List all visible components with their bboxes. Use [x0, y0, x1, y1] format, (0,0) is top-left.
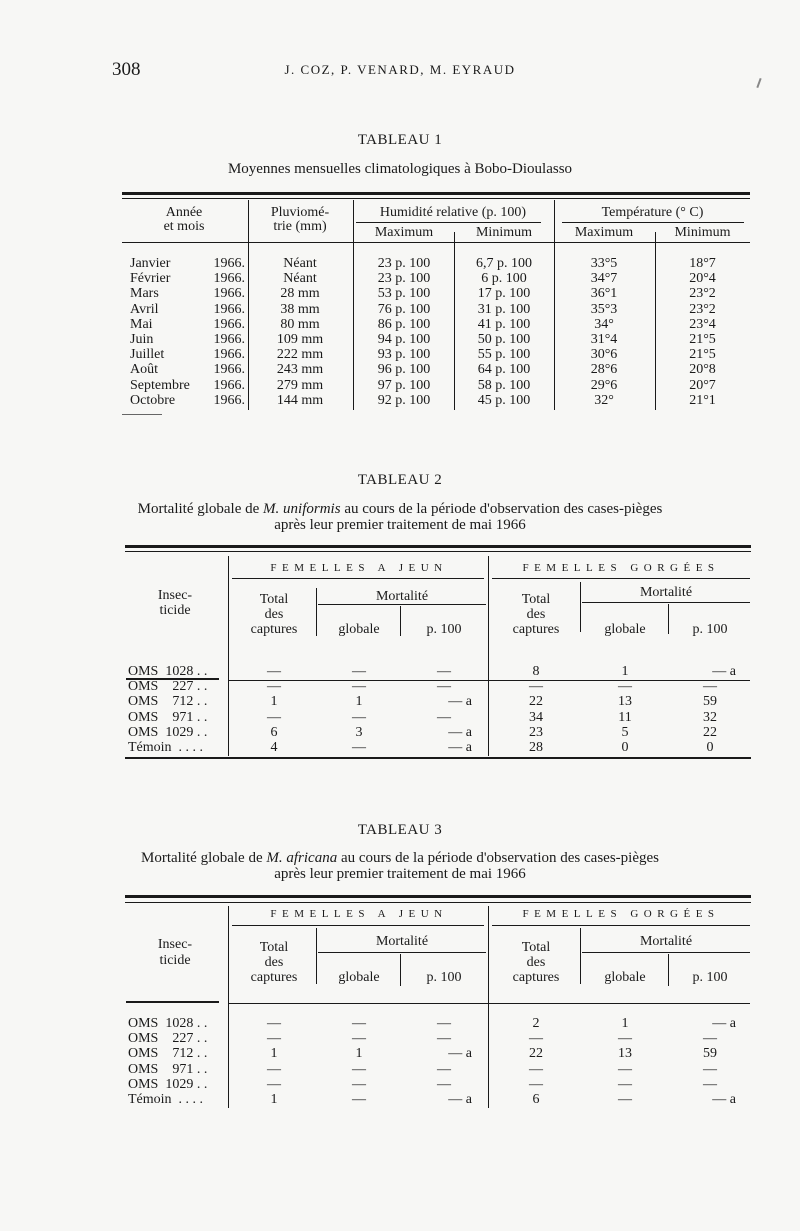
t2-cell-jp: — a — [448, 694, 472, 710]
t3-cell-jg: — — [352, 1031, 366, 1047]
t3-h-jp100: p. 100 — [426, 970, 462, 985]
t2-cell-gp: 22 — [703, 724, 717, 740]
t1-h-tmax: Maximum — [574, 225, 634, 240]
t3-cell-gt: — — [529, 1061, 543, 1077]
t2-cell-gt: 8 — [532, 664, 540, 679]
t2-vr3 — [400, 606, 401, 636]
t2-h-gorgees: FEMELLES GORGÉES — [522, 562, 720, 574]
t2-cell-ins: OMS 971 . . — [128, 709, 208, 725]
t1-cell-hmin: 58 p. 100 — [477, 377, 531, 393]
t1-h-hmin: Minimum — [475, 225, 532, 240]
t1-cell-hmax: 23 p. 100 — [377, 271, 431, 287]
t3-cell-jp: — — [437, 1016, 451, 1031]
t3-cell-gp: 59 — [703, 1046, 717, 1062]
t1-h-pluvio2: trie (mm) — [273, 219, 327, 234]
t3-h-jtotal: Total — [259, 940, 289, 955]
t3-cell-gt: 6 — [532, 1092, 540, 1107]
t2-cell-gg: 0 — [621, 740, 629, 755]
t2-h-jtotal3: captures — [250, 622, 298, 637]
t1-cell-tmax: 31°4 — [590, 332, 618, 347]
t1-cell-tmin: 20°7 — [689, 377, 716, 393]
t2-h-jtotal2: des — [264, 607, 284, 622]
t2-h-gtotal3: captures — [512, 622, 560, 637]
t1-h-rule-temp — [562, 222, 744, 223]
t2-h-rule-jmort — [318, 604, 486, 605]
t2-cell-jt: 6 — [270, 724, 278, 740]
t1-vr2 — [353, 200, 354, 410]
t2-cell-gp: 0 — [706, 740, 714, 755]
t2-h-jp100: p. 100 — [426, 622, 462, 637]
t1-cell-hmax: 93 p. 100 — [377, 347, 431, 363]
t2-h-gtotal: Total — [521, 592, 551, 607]
t3-cell-gp: — a — [712, 1016, 736, 1031]
t3-cell-jt: — — [267, 1016, 281, 1031]
t2-sub-after: au cours de la période d'observation des cases-pièges — [340, 501, 663, 517]
t1-cell-hmax: 94 p. 100 — [377, 332, 431, 347]
t2-sub-species: M. uniformis — [263, 501, 341, 517]
t2-h-gp100: p. 100 — [692, 622, 728, 637]
t2-vr2 — [316, 588, 317, 636]
table2-subtitle — [0, 501, 800, 517]
t3-vr2 — [316, 928, 317, 984]
t3-h-insec: Insec- — [157, 937, 193, 952]
t2-top-rule — [125, 545, 751, 548]
t3-top-rule — [125, 895, 751, 898]
t2-cell-jp: — — [437, 664, 451, 679]
t2-cell-gg: 1 — [621, 664, 629, 679]
t2-cell-jp: — — [437, 679, 451, 695]
t1-cell-hmin: 6 p. 100 — [481, 271, 527, 287]
table1-top-rule — [122, 192, 750, 195]
table3-caption: TABLEAU 3 — [357, 822, 443, 838]
t1-cell-month: Juillet — [130, 347, 165, 363]
t3-h-jeun: FEMELLES A JEUN — [270, 908, 448, 920]
t1-cell-tmin: 21°5 — [689, 332, 716, 347]
t2-h-jmort: Mortalité — [375, 589, 429, 604]
t1-cell-hmax: 76 p. 100 — [377, 301, 431, 317]
t3-sub-before: Mortalité globale de — [141, 850, 267, 866]
t1-cell-month: Mars — [130, 286, 159, 302]
t1-cell-pluvio: Néant — [283, 256, 317, 271]
t2-cell-jt: — — [267, 664, 281, 679]
t2-cell-gg: — — [618, 679, 632, 695]
t1-cell-hmin: 17 p. 100 — [477, 286, 531, 302]
t3-h-gorgees: FEMELLES GORGÉES — [522, 908, 720, 920]
t2-h-jtotal: Total — [259, 592, 289, 607]
t1-cell-tmax: 35°3 — [590, 301, 618, 317]
t2-cell-gt: — — [529, 679, 543, 695]
t3-h-gglobale: globale — [604, 970, 646, 985]
t2-cell-gg: 5 — [621, 724, 629, 740]
t1-cell-month: Avril — [130, 301, 159, 317]
t2-cell-jg: — — [352, 740, 366, 755]
t3-cell-gt: 22 — [529, 1046, 543, 1062]
table1-top-rule-thin — [122, 198, 750, 199]
t1-cell-tmin: 21°5 — [689, 347, 716, 363]
t1-h-annee: Année — [165, 205, 203, 220]
t3-cell-jg: — — [352, 1061, 366, 1077]
t2-cell-ins: OMS 227 . . — [128, 679, 208, 695]
t2-cell-jt: 4 — [270, 740, 278, 755]
table3-subtitle-line2: après leur premier traitement de mai 1966 — [274, 866, 526, 882]
t3-h-jtotal3: captures — [250, 970, 298, 985]
table2-subtitle-line2: après leur premier traitement de mai 1966 — [274, 517, 526, 533]
t3-cell-gt: — — [529, 1076, 543, 1092]
t3-h-jmort: Mortalité — [375, 934, 429, 949]
t2-h-rule-gorgees — [492, 578, 750, 579]
t1-h-pluvio: Pluviomé- — [270, 205, 330, 220]
t2-h-jglobale: globale — [338, 622, 380, 637]
t1-cell-hmax: 97 p. 100 — [377, 377, 431, 393]
t2-cell-gp: 59 — [703, 694, 717, 710]
t3-vr1 — [228, 906, 229, 1108]
t1-h-tmin: Minimum — [674, 225, 731, 240]
t2-h-gglobale: globale — [604, 622, 646, 637]
page-number: 308 — [112, 59, 141, 80]
t3-cell-jp: — — [437, 1076, 451, 1092]
t2-cell-ins: OMS 712 . . — [128, 694, 208, 710]
t3-cell-ins: Témoin . . . . — [128, 1092, 204, 1107]
t2-cell-jg: 1 — [355, 694, 363, 710]
t2-h-gtotal2: des — [526, 607, 546, 622]
t3-cell-jp: — a — [448, 1092, 472, 1107]
t1-cell-pluvio: 80 mm — [280, 316, 320, 332]
t2-sub-before: Mortalité globale de — [137, 501, 264, 517]
stray-mark — [756, 78, 761, 88]
t3-vr3 — [400, 954, 401, 986]
t3-cell-jg: 1 — [355, 1046, 363, 1062]
t1-cell-tmax: 30°6 — [590, 347, 618, 363]
t3-cell-gg: — — [618, 1076, 632, 1092]
table1-subtitle: Moyennes mensuelles climatologiques à Bobo-Dioulasso — [227, 161, 573, 177]
t1-cell-month: Octobre — [130, 392, 176, 408]
t3-cell-gg: — — [618, 1061, 632, 1077]
t1-cell-month: Août — [130, 362, 158, 378]
t1-cell-tmax: 34° — [594, 316, 614, 332]
t3-top-rule-thin — [125, 902, 751, 903]
t1-cell-month: Juin — [130, 332, 154, 347]
t1-cell-pluvio: 109 mm — [276, 332, 324, 347]
t2-cell-jg: — — [352, 709, 366, 725]
t1-cell-hmax: 23 p. 100 — [377, 256, 431, 271]
t2-cell-jt: 1 — [270, 694, 278, 710]
t2-cell-ins: Témoin . . . . — [128, 740, 204, 755]
t2-h-rule-jeun — [232, 578, 484, 579]
t1-h-hmax: Maximum — [374, 225, 434, 240]
t2-cell-ins: OMS 1028 . . — [128, 664, 208, 679]
t3-cell-jt: — — [267, 1076, 281, 1092]
t3-sub-species: M. africana — [266, 850, 338, 866]
t2-cell-jg: 3 — [355, 724, 363, 740]
t1-cell-tmax: 29°6 — [590, 377, 618, 393]
t1-cell-tmax: 33°5 — [590, 256, 618, 271]
t3-cell-jp: — — [437, 1031, 451, 1047]
t3-cell-gp: — — [703, 1076, 717, 1092]
t2-vr5 — [580, 582, 581, 632]
t1-cell-year: 1966. — [213, 332, 245, 347]
t3-cell-ins: OMS 1029 . . — [128, 1076, 208, 1092]
t2-cell-gg: 11 — [618, 709, 632, 725]
t2-h-insec: Insec- — [157, 588, 193, 603]
t1-cell-hmin: 50 p. 100 — [477, 332, 531, 347]
t3-cell-jt: — — [267, 1061, 281, 1077]
t3-header-rule — [228, 1003, 750, 1004]
t1-cell-year: 1966. — [213, 347, 245, 363]
t3-h-jtotal2: des — [264, 955, 284, 970]
t3-h-gtotal3: captures — [512, 970, 560, 985]
t1-cell-pluvio: 279 mm — [276, 377, 324, 393]
t1-cell-pluvio: 222 mm — [276, 347, 324, 363]
t3-cell-jg: — — [352, 1076, 366, 1092]
t2-vr1 — [228, 556, 229, 756]
t3-h-gtotal2: des — [526, 955, 546, 970]
t3-h-rule-gorgees — [492, 925, 750, 926]
t1-cell-hmin: 55 p. 100 — [477, 347, 531, 363]
t1-cell-tmin: 23°4 — [689, 316, 716, 332]
t1-cell-month: Février — [130, 271, 171, 287]
t1-cell-month: Janvier — [130, 256, 171, 271]
t3-cell-gg: 13 — [618, 1046, 632, 1062]
t3-cell-jp: — — [437, 1061, 451, 1077]
t1-cell-hmax: 96 p. 100 — [377, 362, 431, 378]
t3-sub-after: au cours de la période d'observation des cases-pièges — [337, 850, 659, 866]
t1-cell-year: 1966. — [213, 377, 245, 393]
running-head: J. COZ, P. VENARD, M. EYRAUD — [284, 62, 516, 77]
t1-h-rule-hum — [356, 222, 541, 223]
t2-cell-jp: — — [437, 709, 451, 725]
t1-cell-tmax: 32° — [594, 392, 614, 408]
t1-bottom-stub — [122, 414, 162, 415]
t3-cell-jt: 1 — [270, 1046, 278, 1062]
t3-h-jglobale: globale — [338, 970, 380, 985]
t1-cell-tmin: 23°2 — [689, 286, 716, 302]
t1-cell-hmax: 53 p. 100 — [377, 286, 431, 302]
t3-cell-ins: OMS 712 . . — [128, 1046, 208, 1062]
t1-cell-hmin: 64 p. 100 — [477, 362, 531, 378]
t3-h-rule-jmort — [318, 952, 486, 953]
t1-cell-hmin: 31 p. 100 — [477, 301, 531, 317]
t2-cell-gt: 23 — [529, 724, 543, 740]
t3-cell-gp: — — [703, 1031, 717, 1047]
t2-cell-gg: 13 — [618, 694, 632, 710]
t1-cell-hmin: 6,7 p. 100 — [476, 256, 532, 271]
t2-cell-jt: — — [267, 709, 281, 725]
t3-cell-gg: — — [618, 1031, 632, 1047]
t2-cell-jp: — a — [448, 724, 472, 740]
t3-ins-rule — [126, 1001, 219, 1003]
t1-cell-hmax: 92 p. 100 — [377, 392, 431, 408]
t3-h-gtotal: Total — [521, 940, 551, 955]
t2-cell-jg: — — [352, 664, 366, 679]
t3-cell-ins: OMS 971 . . — [128, 1061, 208, 1077]
t3-cell-gg: 1 — [621, 1016, 629, 1031]
t2-h-jeun: FEMELLES A JEUN — [270, 562, 448, 574]
t2-cell-gt: 34 — [529, 709, 543, 725]
t3-h-insec2: ticide — [159, 953, 191, 968]
t1-cell-year: 1966. — [213, 316, 245, 332]
t3-cell-jt: 1 — [270, 1092, 278, 1107]
t2-cell-jp: — a — [448, 740, 472, 755]
t1-h-annee2: et mois — [163, 219, 205, 234]
t2-cell-gp: — — [703, 679, 717, 695]
t2-cell-ins: OMS 1029 . . — [128, 724, 208, 740]
t1-cell-tmin: 20°4 — [689, 271, 716, 287]
t2-cell-gp: 32 — [703, 709, 717, 725]
t3-h-rule-gmort — [582, 952, 750, 953]
t1-cell-hmin: 41 p. 100 — [477, 316, 531, 332]
t1-cell-tmax: 34°7 — [590, 271, 618, 287]
t1-cell-pluvio: 38 mm — [280, 301, 320, 317]
t2-vr4 — [488, 556, 489, 756]
t1-cell-hmin: 45 p. 100 — [477, 392, 531, 408]
t1-cell-year: 1966. — [213, 362, 245, 378]
t2-h-rule-gmort — [582, 602, 750, 603]
t2-cell-gt: 22 — [529, 694, 543, 710]
t2-h-gmort: Mortalité — [639, 585, 693, 600]
t1-cell-month: Septembre — [130, 377, 190, 393]
table3-subtitle — [0, 850, 800, 866]
t3-h-gp100: p. 100 — [692, 970, 728, 985]
t1-cell-pluvio: 28 mm — [280, 286, 320, 302]
t1-cell-pluvio: 243 mm — [276, 362, 324, 378]
t3-vr5 — [580, 928, 581, 984]
t1-cell-hmax: 86 p. 100 — [377, 316, 431, 332]
t2-cell-jt: — — [267, 679, 281, 695]
t2-cell-gp: — a — [712, 664, 736, 679]
t3-vr6 — [668, 954, 669, 986]
t2-top-rule-thin — [125, 551, 751, 552]
t2-vr6 — [668, 604, 669, 634]
t1-cell-tmax: 36°1 — [590, 286, 618, 302]
t3-cell-gp: — a — [712, 1092, 736, 1107]
t3-cell-jg: — — [352, 1016, 366, 1031]
t1-cell-pluvio: Néant — [283, 271, 317, 287]
t3-h-gmort: Mortalité — [639, 934, 693, 949]
t1-cell-tmin: 21°1 — [689, 392, 716, 408]
table2-caption: TABLEAU 2 — [357, 472, 443, 488]
t3-h-rule-jeun — [232, 925, 484, 926]
t3-cell-gp: — — [703, 1061, 717, 1077]
t1-cell-tmax: 28°6 — [590, 362, 618, 378]
t3-cell-jg: — — [352, 1092, 366, 1107]
t3-cell-ins: OMS 227 . . — [128, 1031, 208, 1047]
t3-cell-ins: OMS 1028 . . — [128, 1016, 208, 1031]
t1-cell-year: 1966. — [213, 256, 245, 271]
t3-cell-jt: — — [267, 1031, 281, 1047]
t3-cell-gt: 2 — [532, 1016, 540, 1031]
t1-cell-tmin: 18°7 — [689, 256, 716, 271]
t1-cell-tmin: 20°8 — [689, 362, 716, 378]
t1-cell-pluvio: 144 mm — [276, 392, 324, 408]
table1-caption: TABLEAU 1 — [357, 132, 443, 148]
t1-cell-tmin: 23°2 — [689, 301, 716, 317]
t1-cell-year: 1966. — [213, 301, 245, 317]
t2-bottom-rule — [125, 757, 751, 759]
t1-cell-year: 1966. — [213, 271, 245, 287]
t3-cell-gt: — — [529, 1031, 543, 1047]
t1-h-humidite: Humidité relative (p. 100) — [379, 205, 527, 220]
t3-cell-gg: — — [618, 1092, 632, 1107]
t1-h-temperature: Température (° C) — [601, 205, 704, 220]
t1-cell-year: 1966. — [213, 392, 245, 408]
t1-cell-year: 1966. — [213, 286, 245, 302]
t2-cell-jg: — — [352, 679, 366, 695]
t2-h-insec2: ticide — [159, 603, 191, 618]
t3-vr4 — [488, 906, 489, 1108]
t3-cell-jp: — a — [448, 1046, 472, 1062]
t2-cell-gt: 28 — [529, 740, 543, 755]
t1-cell-month: Mai — [130, 316, 153, 332]
